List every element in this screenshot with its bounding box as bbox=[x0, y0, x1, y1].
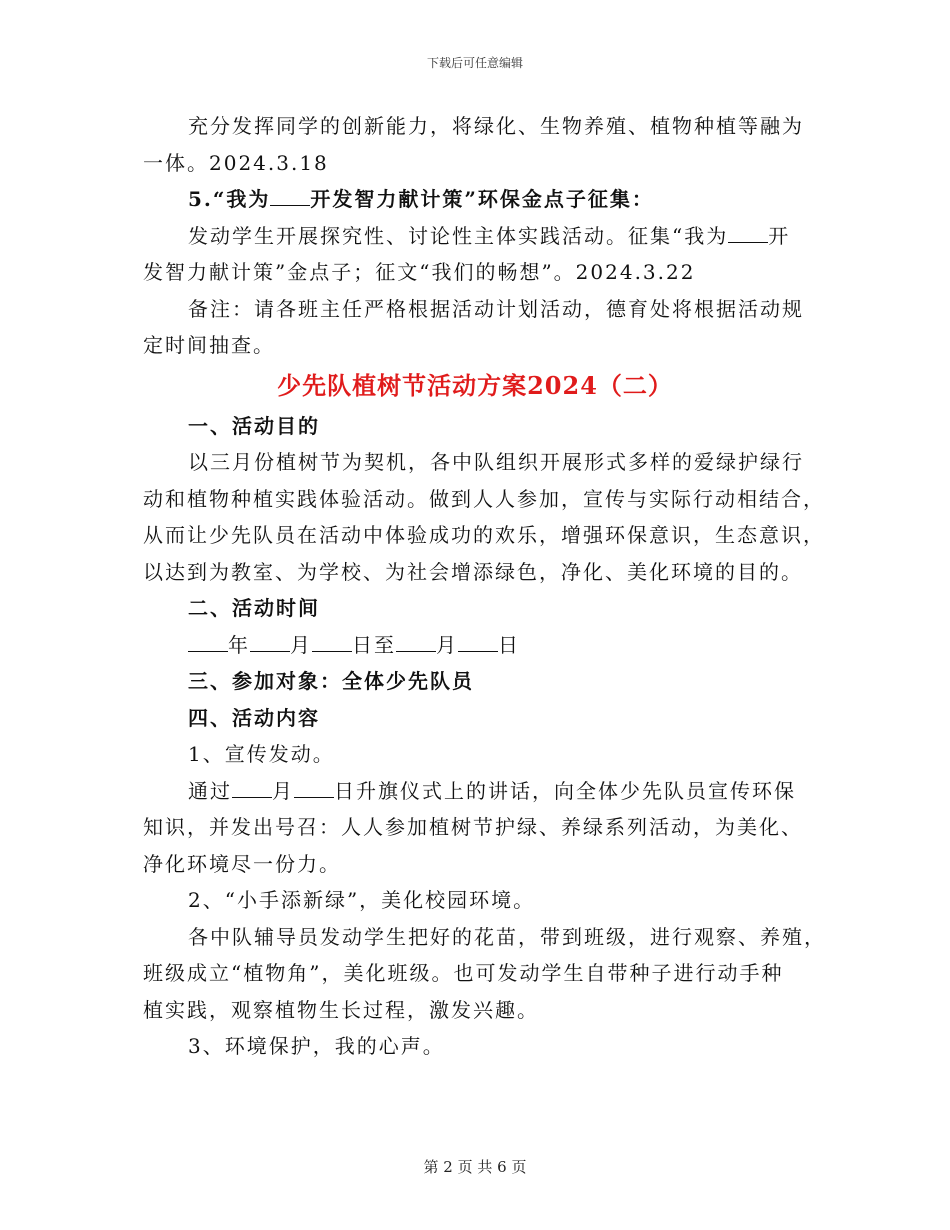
document-body bbox=[143, 108, 826, 1065]
item-1-text-b: 月 bbox=[272, 778, 294, 803]
fill-in-blank bbox=[294, 779, 334, 798]
item-5-text-a: 5.“我为 bbox=[188, 187, 271, 211]
fill-in-blank bbox=[458, 633, 498, 652]
paragraph-line: 知识，并发出号召：人人参加植树节护绿、养绿系列活动，为美化、 bbox=[143, 815, 803, 839]
item-5-text-b: 开发智力献计策”环保金点子征集： bbox=[310, 187, 654, 211]
fill-in-blank bbox=[312, 633, 352, 652]
remark-line: 备注：请各班主任严格根据活动计划活动，德育处将根据活动规 bbox=[188, 296, 804, 321]
heading-content: 四、活动内容 bbox=[188, 705, 320, 730]
item-3-heading: 3、环境保护，我的心声。 bbox=[188, 1034, 445, 1058]
heading-time: 二、活动时间 bbox=[188, 596, 320, 620]
paragraph-line bbox=[143, 773, 807, 810]
paragraph-line: 从而让少先队员在活动中体验成功的欢乐，增强环保意识，生态意识， bbox=[143, 523, 825, 547]
fill-in-blank bbox=[188, 633, 228, 652]
fill-in-blank bbox=[396, 633, 436, 652]
paragraph-line: 以达到为教室、为学校、为社会增添绿色，净化、美化环境的目的。 bbox=[143, 559, 803, 584]
paragraph-line: 班级成立“植物角”，美化班级。也可发动学生自带种子进行动手种 bbox=[143, 961, 784, 985]
activity-text-b: 开 bbox=[768, 223, 791, 248]
item-5-heading bbox=[143, 181, 807, 218]
item-1-text-a: 通过 bbox=[188, 778, 232, 803]
fill-in-blank bbox=[728, 224, 768, 243]
fill-in-blank bbox=[250, 633, 290, 652]
paragraph-line: 一体。2024.3.18 bbox=[143, 150, 329, 175]
heading-participants: 三、参加对象：全体少先队员 bbox=[188, 669, 474, 693]
page-header-note: 下载后可任意编辑 bbox=[426, 56, 523, 70]
year-label: 年 bbox=[228, 632, 250, 657]
paragraph-line: 充分发挥同学的创新能力，将绿化、生物养殖、植物种植等融为 bbox=[188, 114, 804, 138]
paragraph-line bbox=[143, 218, 807, 255]
paragraph-line: 植实践，观察植物生长过程，激发兴趣。 bbox=[143, 997, 539, 1022]
page-number: 第 2 页 共 6 页 bbox=[423, 1158, 527, 1176]
month-label: 月 bbox=[290, 632, 312, 657]
paragraph-line: 以三月份植树节为契机，各中队组织开展形式多样的爱绿护绿行 bbox=[188, 450, 804, 474]
item-2-heading: 2、“小手添新绿”，美化校园环境。 bbox=[188, 888, 536, 912]
fill-in-blank bbox=[232, 779, 272, 798]
activity-text-a: 发动学生开展探究性、讨论性主体实践活动。征集“我为 bbox=[188, 223, 729, 248]
item-1-heading: 1、宣传发动。 bbox=[188, 742, 335, 766]
section-title: 少先队植树节活动方案2024（二） bbox=[277, 370, 673, 400]
paragraph-line: 动和植物种植实践体验活动。做到人人参加，宣传与实际行动相结合， bbox=[143, 486, 825, 511]
fill-in-blank bbox=[270, 187, 310, 206]
paragraph-line: 发智力献计策”金点子；征文“我们的畅想”。2024.3.22 bbox=[143, 260, 696, 284]
paragraph-line: 净化环境尽一份力。 bbox=[143, 851, 341, 876]
day-to-label: 日至 bbox=[352, 632, 396, 657]
remark-line: 定时间抽查。 bbox=[143, 333, 275, 357]
paragraph-line: 各中队辅导员发动学生把好的花苗，带到班级，进行观察、养殖， bbox=[188, 924, 826, 949]
date-fill-line bbox=[143, 627, 807, 664]
day-label: 日 bbox=[498, 632, 520, 657]
heading-purpose: 一、活动目的 bbox=[188, 413, 320, 438]
item-1-text-c: 日升旗仪式上的讲话，向全体少先队员宣传环保 bbox=[334, 778, 796, 803]
month-label: 月 bbox=[436, 632, 458, 657]
